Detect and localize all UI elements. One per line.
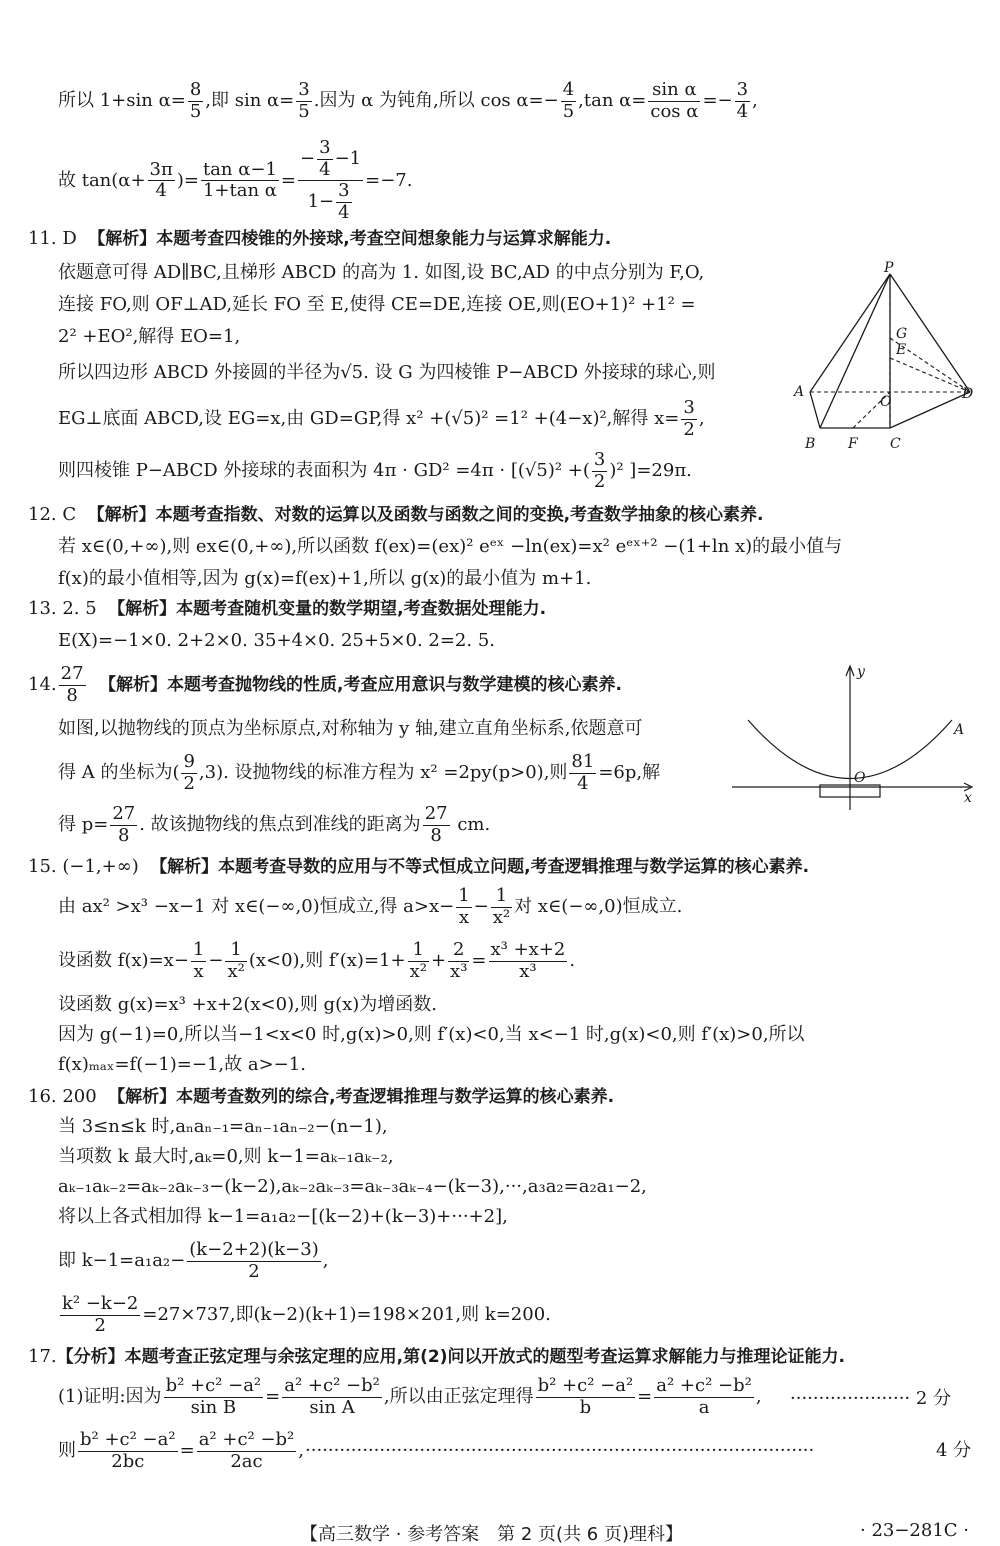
q15-line: 因为 g(−1)=0,所以当−1<x<0 时,g(x)>0,则 f′(x)<0,当 x<−1 时,g(x)<0,则 f′(x)>0,所以: [58, 1024, 805, 1045]
fraction: [181, 752, 196, 794]
text: ,: [752, 90, 758, 112]
numerator: 3π: [149, 158, 173, 180]
denominator: x³: [519, 960, 537, 982]
text: −: [300, 148, 316, 170]
fraction: [569, 752, 596, 794]
numerator: 1: [408, 940, 429, 962]
denominator: b: [579, 1396, 592, 1418]
denominator: 2: [94, 1314, 106, 1336]
score-marker: [936, 1440, 971, 1462]
answer-number: 15. (−1,+∞): [28, 856, 139, 877]
fraction: [282, 1376, 382, 1418]
denominator: 5: [189, 100, 202, 122]
answer-number: 13. 2. 5: [28, 598, 97, 619]
q12-line: f(x)的最小值相等,因为 g(x)=f(ex)+1,所以 g(x)的最小值为 m+1.: [58, 568, 592, 589]
numerator: 3: [593, 449, 606, 470]
fraction: [197, 1430, 297, 1472]
denominator: cos α: [650, 100, 699, 122]
text: −: [208, 950, 224, 972]
text: =−: [702, 90, 733, 112]
fraction: [187, 1240, 321, 1282]
q11-line: 依题意可得 AD∥BC,且梯形 ABCD 的高为 1. 如图,设 BC,AD 的中点分别为 F,O,: [58, 262, 705, 283]
q12-header: [28, 504, 764, 526]
fraction: [654, 1376, 754, 1418]
parabola-figure: [730, 662, 980, 812]
fraction: [491, 886, 512, 928]
q16-line: 当 3≤n≤k 时,aₙaₙ₋₁=aₙ₋₁aₙ₋₂−(n−1),: [58, 1116, 388, 1137]
denominator: 2: [683, 418, 695, 440]
q16-line: 当项数 k 最大时,aₖ=0,则 k−1=aₖ₋₁aₖ₋₂,: [58, 1146, 394, 1167]
text: 由 ax² >x³ −x−1 对 x∈(−∞,0)恒成立,得 a>x−: [58, 896, 455, 918]
denominator: 5: [298, 100, 310, 122]
numerator: 3: [298, 79, 310, 100]
fraction: [225, 940, 246, 982]
q16-line: [58, 1294, 551, 1336]
vertex-label-d: D: [962, 386, 974, 402]
text: (1)证明:因为: [58, 1386, 162, 1408]
numerator: a² +c² −b²: [284, 1375, 380, 1396]
fraction: [201, 160, 279, 202]
denominator: a: [698, 1396, 710, 1418]
fraction: [336, 181, 351, 223]
q15-header: [28, 856, 809, 878]
q17-line: [58, 1430, 304, 1472]
fraction: [60, 1294, 140, 1336]
denominator: 5: [562, 100, 575, 122]
fraction: [448, 940, 469, 982]
denominator: 2: [593, 470, 606, 492]
answer-number: 14.: [28, 674, 57, 696]
denominator: x²: [409, 960, 427, 982]
leader-dots: ·························································································: [305, 1440, 815, 1461]
analysis-heading: 【解析】本题考查导数的应用与不等式恒成立问题,考查逻辑推理与数学运算的核心素养.: [150, 857, 810, 877]
numerator: b² +c² −a²: [537, 1375, 634, 1396]
fraction: [188, 80, 203, 122]
denominator: x: [458, 906, 469, 928]
fraction: [681, 398, 696, 440]
text: =: [280, 169, 297, 191]
analysis-heading: 【解析】本题考查四棱锥的外接球,考查空间想象能力与运算求解能力.: [88, 229, 612, 249]
text: cm.: [451, 814, 491, 836]
denominator: x³: [450, 960, 468, 982]
fraction: [423, 804, 450, 846]
text: 则四棱锥 P−ABCD 外接球的表面积为 4π · GD² =4π · [(√5)² +(: [58, 460, 590, 482]
text: ,: [322, 1250, 329, 1272]
axis-label-y: y: [857, 664, 865, 680]
numerator: 27: [424, 803, 448, 824]
analysis-heading: 【解析】本题考查抛物线的性质,考查应用意识与数学建模的核心素养.: [99, 675, 622, 696]
footer-code: · 23−281C ·: [860, 1520, 970, 1541]
point-label-e: E: [896, 342, 907, 358]
text: =6p,解: [598, 762, 661, 784]
vertex-label-c: C: [890, 436, 901, 452]
text: 设函数 f(x)=x−: [58, 950, 189, 972]
numerator: [298, 138, 363, 181]
text: 所以 1+sin α=: [58, 90, 186, 112]
text: +: [430, 950, 447, 972]
numerator: a² +c² −b²: [656, 1375, 752, 1396]
q15-line: [58, 886, 682, 928]
leader-dots: ·····················: [790, 1388, 911, 1409]
vertex-label-p: P: [884, 260, 894, 276]
numerator: 1: [225, 940, 246, 962]
denominator: 2: [183, 772, 195, 794]
axis-label-x: x: [964, 790, 972, 806]
fraction: [78, 1430, 178, 1472]
fraction: [592, 450, 607, 492]
numerator: a² +c² −b²: [198, 1429, 295, 1450]
fraction: [317, 138, 332, 180]
denominator: 8: [430, 824, 442, 846]
q11-line: [58, 398, 705, 440]
analysis-heading: 【分析】本题考查正弦定理与余弦定理的应用,第(2)问以开放式的题型考查运算求解能力与推理论证能力.: [56, 1347, 845, 1367]
fraction: [648, 80, 700, 122]
numerator: 8: [189, 79, 202, 100]
text: =: [637, 1386, 653, 1408]
score-marker: [305, 1440, 975, 1462]
denominator: sin A: [309, 1396, 355, 1418]
fraction: [164, 1376, 264, 1418]
line-sin-alpha: [58, 80, 758, 122]
text: EG⊥底面 ABCD,设 EG=x,由 GD=GP,得 x² +(√5)² =1² +(4−x)²,解得 x=: [58, 408, 680, 430]
numerator: 2: [448, 940, 469, 962]
numerator: sin α: [648, 80, 700, 102]
numerator: 1: [458, 885, 470, 906]
denominator: sin B: [190, 1396, 237, 1418]
score: 4 分: [936, 1440, 972, 1461]
text: 故 tan(α+: [58, 169, 146, 191]
denominator: 4: [577, 772, 589, 794]
numerator: 27: [60, 663, 84, 684]
text: 1−: [307, 191, 335, 213]
q16-line: [58, 1240, 328, 1282]
numerator: 3: [683, 397, 695, 418]
line-tan-result: [58, 138, 412, 224]
text: 即 k−1=a₁a₂−: [58, 1250, 186, 1272]
numerator: 81: [571, 751, 595, 772]
text: )=: [176, 169, 199, 191]
text: .因为 α 为钝角,所以 cos α=−: [313, 90, 559, 112]
q11-line: 连接 FO,则 OF⊥AD,延长 FO 至 E,使得 CE=DE,连接 OE,则(EO+1)² +1² =: [58, 294, 696, 315]
origin-label: O: [854, 770, 866, 786]
q14-line: [58, 804, 490, 846]
answer-number: 12. C: [28, 504, 77, 525]
text: =−7.: [365, 169, 413, 191]
denominator: 8: [118, 824, 130, 846]
denominator: 4: [319, 158, 331, 180]
text: .: [569, 950, 576, 972]
point-label-g: G: [896, 326, 908, 342]
q16-line: aₖ₋₁aₖ₋₂=aₖ₋₂aₖ₋₃−(k−2),aₖ₋₂aₖ₋₃=aₖ₋₃aₖ₋₄−(k−3),···,a₃a₂=a₂a₁−2,: [58, 1176, 647, 1197]
numerator: b² +c² −a²: [80, 1429, 176, 1450]
q15-line: f(x)ₘₐₓ=f(−1)=−1,故 a>−1.: [58, 1054, 306, 1075]
numerator: (k−2+2)(k−3): [189, 1239, 319, 1260]
score: 2 分: [915, 1388, 952, 1409]
q14-line: [58, 752, 660, 794]
fraction: [296, 80, 311, 122]
text: ,: [298, 1440, 305, 1462]
fraction: [456, 886, 471, 928]
text: ,3). 设抛物线的标准方程为 x² =2py(p>0),则: [198, 762, 568, 784]
denominator: x²: [227, 960, 245, 982]
analysis-heading: 【解析】本题考查指数、对数的运算以及函数与函数之间的变换,考查数学抽象的核心素养.: [87, 505, 764, 525]
denominator: 2: [248, 1260, 260, 1282]
numerator: 27: [112, 803, 136, 824]
text: =: [265, 1386, 281, 1408]
q16-header: [28, 1086, 614, 1108]
numerator: 1: [491, 886, 512, 908]
fraction: [489, 940, 568, 982]
denominator: 8: [66, 684, 78, 706]
fraction: [148, 160, 175, 202]
numerator: 3: [736, 79, 749, 100]
denominator: 4: [736, 100, 749, 122]
q12-line: 若 x∈(0,+∞),则 ex∈(0,+∞),所以函数 f(ex)=(ex)² eᵉˣ −ln(ex)=x² eᵉˣ⁺² −(1+ln x)的最小值与: [58, 536, 843, 557]
denominator: 2ac: [230, 1450, 263, 1472]
score-marker: [790, 1388, 951, 1410]
fraction: [59, 664, 86, 706]
text: =27×737,即(k−2)(k+1)=198×201,则 k=200.: [142, 1304, 551, 1326]
text: −1: [334, 148, 362, 170]
numerator: 3: [338, 180, 350, 202]
numerator: 4: [562, 79, 575, 100]
denominator: 4: [338, 202, 350, 224]
answer-number: 16. 200: [28, 1086, 97, 1107]
q13-header: [28, 598, 546, 620]
denominator: [298, 181, 363, 223]
fraction: [561, 80, 576, 122]
denominator: 1+tan α: [202, 180, 277, 202]
compound-fraction: [298, 138, 363, 224]
q16-line: 将以上各式相加得 k−1=a₁a₂−[(k−2)+(k−3)+···+2],: [58, 1206, 508, 1227]
point-label-o: O: [880, 394, 892, 410]
footer-title: 【高三数学 · 参考答案 第 2 页(共 6 页)理科】: [300, 1524, 683, 1545]
text: ,即 sin α=: [205, 90, 295, 112]
q15-line: [58, 940, 575, 982]
answer-number: 17.: [28, 1346, 57, 1367]
text: 得 A 的坐标为(: [58, 762, 180, 784]
fraction: [191, 940, 206, 982]
denominator: x²: [492, 906, 511, 928]
q11-line: 2² +EO²,解得 EO=1,: [58, 326, 241, 347]
analysis-heading: 【解析】本题考查随机变量的数学期望,考查数据处理能力.: [108, 599, 547, 619]
text: 对 x∈(−∞,0)恒成立.: [514, 896, 683, 918]
text: 则: [58, 1440, 76, 1462]
denominator: 4: [155, 180, 167, 202]
q11-line: [58, 450, 692, 492]
fraction: [735, 80, 750, 122]
denominator: x: [193, 960, 204, 982]
numerator: k² −k−2: [62, 1293, 139, 1314]
numerator: tan α−1: [202, 158, 277, 180]
text: −: [473, 896, 489, 918]
q14-line: 如图,以抛物线的顶点为坐标原点,对称轴为 y 轴,建立直角坐标系,依题意可: [58, 718, 643, 739]
text: ,: [698, 408, 705, 430]
fraction: [408, 940, 429, 982]
q15-line: 设函数 g(x)=x³ +x+2(x<0),则 g(x)为增函数.: [58, 994, 437, 1015]
q14-header: [28, 664, 622, 706]
analysis-heading: 【解析】本题考查数列的综合,考查逻辑推理与数学运算的核心素养.: [108, 1087, 615, 1107]
text: . 故该抛物线的焦点到准线的距离为: [139, 814, 421, 836]
point-label-a: A: [954, 722, 965, 738]
pyramid-figure: [790, 258, 980, 458]
vertex-label-b: B: [805, 436, 816, 452]
q13-line: E(X)=−1×0. 2+2×0. 35+4×0. 25+5×0. 2=2. 5.: [58, 630, 495, 651]
vertex-label-a: A: [794, 384, 805, 400]
q11-line: 所以四边形 ABCD 外接圆的半径为√5. 设 G 为四棱锥 P−ABCD 外接球的球心,则: [58, 362, 716, 383]
numerator: b² +c² −a²: [165, 1375, 262, 1396]
numerator: x³ +x+2: [490, 939, 566, 960]
text: (x<0),则 f′(x)=1+: [248, 950, 406, 972]
fraction: [536, 1376, 636, 1418]
numerator: 9: [183, 751, 195, 772]
text: ,所以由正弦定理得: [383, 1386, 534, 1408]
q17-header: [28, 1346, 845, 1368]
numerator: 1: [192, 939, 205, 960]
text: ,: [755, 1386, 762, 1408]
text: =: [179, 1440, 195, 1462]
fraction: [110, 804, 137, 846]
point-label-f: F: [848, 436, 858, 452]
text: =: [471, 950, 487, 972]
numerator: 3: [319, 137, 331, 158]
denominator: 2bc: [111, 1450, 145, 1472]
q11-header: [28, 228, 611, 250]
q17-line: [58, 1376, 762, 1418]
text: 得 p=: [58, 814, 109, 836]
text: )² ]=29π.: [609, 460, 692, 482]
answer-number: 11. D: [28, 228, 77, 249]
text: ,tan α=: [578, 90, 647, 112]
